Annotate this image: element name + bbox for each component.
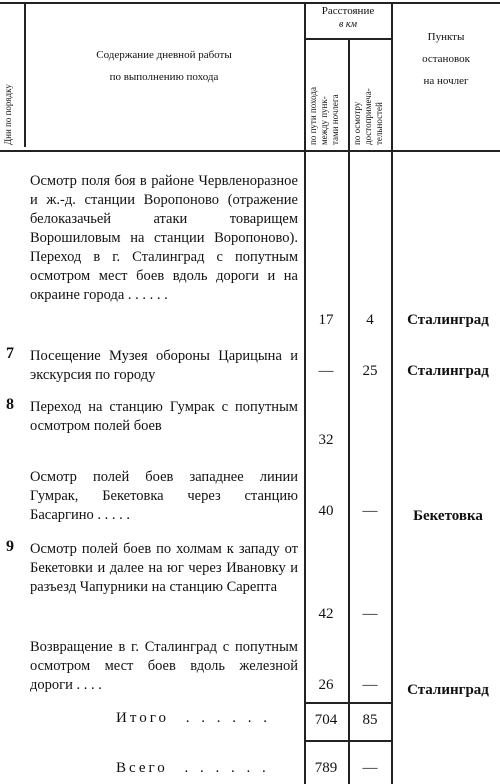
sights-sub-line-3: тельностей: [374, 102, 384, 145]
row-5-day: 9: [6, 538, 14, 555]
vsego-label-text: Всего: [116, 760, 168, 776]
vsego-route: 789: [314, 760, 338, 776]
col-divider-content: [304, 2, 306, 784]
content-column-header: [30, 44, 298, 88]
row-1-sights: 4: [366, 312, 374, 328]
row-3-day: 8: [6, 396, 14, 413]
row-4-stop: Бекетовка: [413, 508, 483, 524]
row-1-route: 17: [318, 312, 334, 328]
col-divider-sights: [391, 2, 393, 784]
itogo-label: [116, 710, 271, 727]
row-4-route: 40: [318, 503, 334, 519]
vsego-top-rule: [304, 740, 392, 742]
vsego-leader-dots: . . . . . .: [184, 760, 270, 776]
row-3-text: Переход на станцию Гумрак с попутным осмотром полей боев: [30, 399, 298, 434]
stops-header-line-1: Пункты: [427, 31, 465, 43]
itogo-sights: 85: [362, 712, 378, 728]
row-5-sights: —: [362, 606, 378, 622]
col-divider-route: [348, 38, 350, 784]
route-sub-line-1: по пути похода: [308, 87, 318, 145]
row-6-sights: —: [362, 677, 378, 693]
row-4-text: Осмотр полей боев западнее линии Гумрак, Бекетовка через станцию Басаргино . . . . .: [30, 469, 298, 523]
distance-header-line-2: в км: [339, 19, 357, 30]
distance-subheader-sights: [352, 88, 385, 145]
route-sub-line-3: тами ночлега: [330, 94, 340, 145]
itogo-leader-dots: . . . . . .: [185, 710, 271, 726]
row-4-sights: —: [362, 503, 378, 519]
stops-column-header: [392, 26, 500, 92]
row-2-day: 7: [6, 345, 14, 362]
content-header-line-1: Содержание дневной работы: [96, 49, 232, 61]
row-2-stop: Сталинград: [407, 363, 489, 379]
header-bottom-rule: [0, 150, 500, 152]
row-2-sights: 25: [362, 363, 378, 379]
stops-header-line-3: на ночлег: [423, 75, 469, 87]
sights-sub-line-1: по осмотру: [352, 101, 362, 145]
row-1-text: Осмотр поля боя в районе Червленоразное и ж.-д. станции Воропоново (отражение белоказачьей атаки товарищем Ворошиловым на станции Воропоново). Переход в г. Сталинград с попутным осмотром мест боев вдоль дороги и на окраине города . . . . . .: [30, 173, 298, 303]
route-sub-line-2: между пунк-: [319, 96, 329, 145]
stops-header-line-2: остановок: [422, 53, 470, 65]
row-6-stop: Сталинград: [407, 682, 489, 698]
distance-subheader-route: [308, 87, 341, 145]
content-header-line-2: по выполнению похода: [109, 71, 219, 83]
distance-sub-rule: [304, 38, 392, 40]
row-5-route: 42: [318, 606, 334, 622]
vsego-label: [116, 760, 270, 777]
row-2-route: —: [318, 363, 334, 379]
header-top-rule: [0, 2, 500, 4]
row-5-text: Осмотр полей боев по холмам к западу от Бекетовки и далее на юг через Ивановку и разъезд Чапурники на станцию Сарепта: [30, 541, 298, 595]
distance-header: [304, 4, 392, 32]
itogo-route: 704: [314, 712, 338, 728]
row-3-route: 32: [318, 432, 334, 448]
distance-header-line-1: Расстояние: [321, 5, 375, 17]
vsego-sights: —: [362, 760, 378, 776]
sights-sub-line-2: достопримеча-: [363, 88, 373, 145]
day-column-header: Дни по порядку: [3, 84, 13, 145]
row-6-route: 26: [318, 677, 334, 693]
col-divider-day: [24, 2, 26, 147]
itogo-label-text: Итого: [116, 710, 169, 726]
row-1-stop: Сталинград: [407, 312, 489, 328]
itogo-top-rule: [304, 702, 392, 704]
row-2-text: Посещение Музея обороны Царицына и экскурсия по городу: [30, 348, 298, 383]
row-6-text: Возвращение в г. Сталинград с попутным осмотром мест боев вдоль железной дороги . . . .: [30, 639, 298, 693]
